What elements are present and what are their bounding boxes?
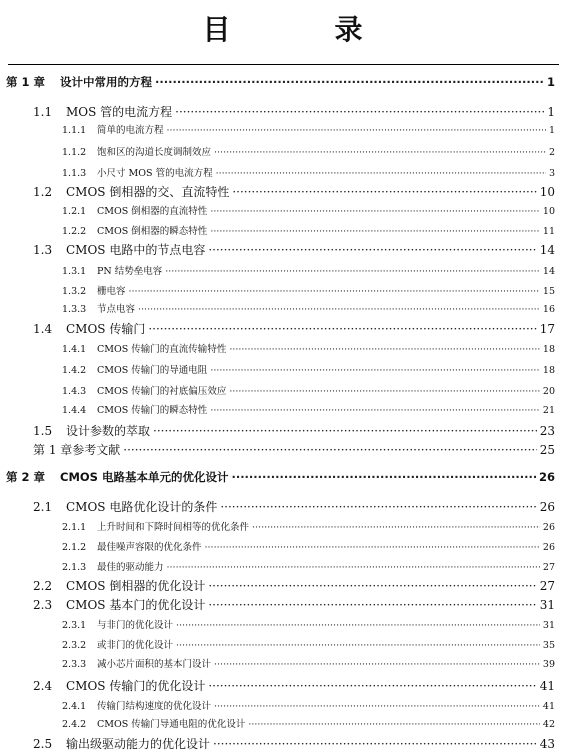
dot-leader <box>208 679 536 693</box>
toc-entry-title: 传输门结构速度的优化设计 <box>97 701 212 712</box>
dot-leader <box>176 640 540 651</box>
toc-entry-title: 与非门的优化设计 <box>97 620 174 631</box>
toc-entry-title: MOS 管的电流方程 <box>66 105 173 119</box>
dot-leader <box>232 185 536 199</box>
toc-entry-number: 2.5 <box>33 737 53 751</box>
toc-entry-title: CMOS 传输门导通电阻的优化设计 <box>97 719 246 730</box>
toc-entry <box>62 656 555 670</box>
toc-entry-page: 26 <box>542 522 555 533</box>
toc-entry <box>62 519 555 533</box>
toc-entry <box>33 441 555 458</box>
dot-leader <box>214 659 540 670</box>
toc-entry-number: 2.3.2 <box>62 640 87 651</box>
toc-entry-title: 最佳的驱动能力 <box>97 562 164 573</box>
toc-entry-page: 26 <box>542 542 555 553</box>
toc-entry <box>62 539 555 553</box>
toc-entry-title: 输出级驱动能力的优化设计 <box>66 737 211 751</box>
toc-entry-page: 25 <box>539 443 555 457</box>
toc-entry <box>6 469 555 485</box>
dot-leader <box>208 579 536 593</box>
toc-entry <box>62 716 555 730</box>
toc-entry-title: 第 1 章参考文献 <box>33 443 121 457</box>
toc-entry <box>62 283 555 297</box>
toc-entry-title: CMOS 传输门的瞬态特性 <box>97 405 208 416</box>
dot-leader <box>167 562 540 573</box>
toc-entry-page: 3 <box>548 168 555 179</box>
toc-entry-page: 21 <box>542 405 555 416</box>
toc-entry-number: 1.3.3 <box>62 304 87 315</box>
toc-entry-page: 15 <box>542 286 555 297</box>
toc-entry-page: 2 <box>548 147 555 158</box>
toc-entry-title: CMOS 倒相器的优化设计 <box>66 579 206 593</box>
toc-entry-title: CMOS 传输门的衬底偏压效应 <box>97 386 227 397</box>
dot-leader <box>175 105 544 119</box>
toc-entry <box>62 144 555 158</box>
toc-entry-number: 2.4.1 <box>62 701 87 712</box>
toc-entry-title: 或非门的优化设计 <box>97 640 174 651</box>
toc-entry <box>62 617 555 631</box>
toc-entry-number: 2.1.3 <box>62 562 87 573</box>
toc-entry-title: 小尺寸 MOS 管的电流方程 <box>97 168 213 179</box>
toc-entry-title: CMOS 传输门的直流传输特性 <box>97 344 227 355</box>
toc-entry <box>33 498 555 515</box>
toc-entry-title: 减小芯片面积的基本门设计 <box>97 659 212 670</box>
dot-leader <box>229 386 540 397</box>
toc-entry-title: CMOS 倒相器的瞬态特性 <box>97 226 208 237</box>
toc-entry-page: 20 <box>542 386 555 397</box>
toc-entry-number: 1.5 <box>33 424 53 438</box>
toc-entry-number: 1.1 <box>33 105 53 119</box>
toc-entry <box>33 422 555 439</box>
dot-leader <box>252 522 540 533</box>
dot-leader <box>208 598 536 612</box>
dot-leader <box>210 226 540 237</box>
toc-entry-title: 设计参数的萃取 <box>66 424 151 438</box>
toc-entry-title: CMOS 倒相器的交、直流特性 <box>66 185 230 199</box>
toc-entry <box>62 122 555 136</box>
toc-entry-page: 1 <box>548 125 555 136</box>
dot-leader <box>231 470 536 484</box>
dot-leader <box>205 542 540 553</box>
dot-leader <box>167 125 546 136</box>
toc-entry-number: 2.3.3 <box>62 659 87 670</box>
toc-entry <box>62 203 555 217</box>
toc-entry-number: 2.3.1 <box>62 620 87 631</box>
toc-entry-page: 11 <box>542 226 555 237</box>
toc-entry-page: 41 <box>542 701 555 712</box>
toc-entry-number: 2.4.2 <box>62 719 87 730</box>
toc-entry <box>62 383 555 397</box>
toc-entry-title: PN 结势垒电容 <box>97 266 163 277</box>
toc-entry-title: 最佳噪声容限的优化条件 <box>97 542 202 553</box>
toc-entry-number: 1.3 <box>33 243 53 257</box>
toc-entry-number: 2.2 <box>33 579 53 593</box>
dot-leader <box>216 168 546 179</box>
dot-leader <box>229 344 540 355</box>
toc-entry-page: 26 <box>538 470 555 484</box>
toc-entry-page: 18 <box>542 365 555 376</box>
dot-leader <box>176 620 540 631</box>
toc-entry <box>33 677 555 694</box>
toc-entry <box>62 637 555 651</box>
toc-entry-title: CMOS 电路中的节点电容 <box>66 243 206 257</box>
toc-entry-number: 1.3.2 <box>62 286 87 297</box>
toc-entry-title: CMOS 传输门 <box>66 322 146 336</box>
toc-entry-title: CMOS 电路优化设计的条件 <box>66 500 218 514</box>
dot-leader <box>208 243 536 257</box>
toc-entry-number: 1.1.3 <box>62 168 87 179</box>
toc-entry-title: CMOS 基本门的优化设计 <box>66 598 206 612</box>
toc-entry-number: 第 1 章 <box>6 75 46 89</box>
toc-entry-page: 17 <box>539 322 555 336</box>
toc-entry <box>62 341 555 355</box>
toc-entry-page: 35 <box>542 640 555 651</box>
toc-entry-title: 节点电容 <box>97 304 136 315</box>
toc-entry-title: 上升时间和下降时间相等的优化条件 <box>97 522 250 533</box>
toc-entry-page: 18 <box>542 344 555 355</box>
toc-entry <box>62 362 555 376</box>
dot-leader <box>220 500 536 514</box>
toc-entry-number: 第 2 章 <box>6 470 46 484</box>
toc-entry-page: 41 <box>539 679 555 693</box>
toc-entry-page: 14 <box>539 243 555 257</box>
toc-entry-number: 2.1.1 <box>62 522 87 533</box>
toc-entry-number: 1.2 <box>33 185 53 199</box>
toc-entry <box>62 263 555 277</box>
toc-entry-title: 饱和区的沟道长度调制效应 <box>97 147 212 158</box>
toc-entry-page: 14 <box>542 266 555 277</box>
toc-entry-page: 31 <box>539 598 555 612</box>
toc-entry-page: 26 <box>539 500 555 514</box>
toc-entry <box>62 301 555 315</box>
toc-entry <box>33 183 555 200</box>
dot-leader <box>155 75 544 89</box>
toc-entry-page: 31 <box>542 620 555 631</box>
dot-leader <box>210 405 540 416</box>
dot-leader <box>248 719 540 730</box>
dot-leader <box>214 701 540 712</box>
toc-entry-number: 1.4 <box>33 322 53 336</box>
toc-entry-page: 23 <box>539 424 555 438</box>
toc-entry-title: CMOS 电路基本单元的优化设计 <box>60 470 229 484</box>
toc-entry-title: 设计中常用的方程 <box>60 75 152 89</box>
toc-entry <box>6 74 555 90</box>
dot-leader <box>214 147 546 158</box>
toc-entry-page: 27 <box>539 579 555 593</box>
toc-entry-number: 2.3 <box>33 598 53 612</box>
toc-entry <box>62 223 555 237</box>
toc-entry-number: 1.3.1 <box>62 266 87 277</box>
toc-entry-title: 栅电容 <box>97 286 126 297</box>
toc-entry-number: 1.4.4 <box>62 405 87 416</box>
dot-leader <box>129 286 540 297</box>
toc-entry-number: 1.4.1 <box>62 344 87 355</box>
toc-entry-page: 10 <box>542 206 555 217</box>
toc-entry-number: 1.2.2 <box>62 226 87 237</box>
toc-entry-title: CMOS 倒相器的直流特性 <box>97 206 208 217</box>
toc-entry-number: 2.4 <box>33 679 53 693</box>
toc-entry <box>33 320 555 337</box>
toc-entry <box>33 241 555 258</box>
toc-entry-number: 1.2.1 <box>62 206 87 217</box>
dot-leader <box>210 206 540 217</box>
toc-entry-page: 43 <box>539 737 555 751</box>
toc-entry-title: 简单的电流方程 <box>97 125 164 136</box>
toc-entry-number: 1.4.2 <box>62 365 87 376</box>
toc-entry <box>62 165 555 179</box>
toc-entry <box>33 596 555 613</box>
dot-leader <box>138 304 540 315</box>
title-divider <box>8 64 559 65</box>
toc-entry-title: CMOS 传输门的导通电阻 <box>97 365 208 376</box>
toc-entry-number: 1.4.3 <box>62 386 87 397</box>
toc-entry <box>33 735 555 752</box>
page-title: 目 录 <box>202 13 401 46</box>
dot-leader <box>148 322 536 336</box>
dot-leader <box>165 266 540 277</box>
toc-entry-page: 16 <box>542 304 555 315</box>
dot-leader <box>153 424 537 438</box>
toc-entry <box>62 698 555 712</box>
toc-entry <box>33 577 555 594</box>
toc-entry-number: 1.1.1 <box>62 125 87 136</box>
toc-entry-number: 1.1.2 <box>62 147 87 158</box>
toc-entry <box>33 103 555 120</box>
dot-leader <box>210 365 540 376</box>
toc-entry-number: 2.1 <box>33 500 53 514</box>
toc-entry-page: 39 <box>542 659 555 670</box>
dot-leader <box>213 737 537 751</box>
toc-entry-page: 27 <box>542 562 555 573</box>
toc-entry <box>62 559 555 573</box>
toc-entry-number: 2.1.2 <box>62 542 87 553</box>
dot-leader <box>123 443 536 457</box>
toc-entry-page: 1 <box>547 105 555 119</box>
toc-entry <box>62 402 555 416</box>
toc-entry-page: 1 <box>546 75 555 89</box>
toc-entry-page: 42 <box>542 719 555 730</box>
toc-entry-title: CMOS 传输门的优化设计 <box>66 679 206 693</box>
toc-entry-page: 10 <box>539 185 555 199</box>
